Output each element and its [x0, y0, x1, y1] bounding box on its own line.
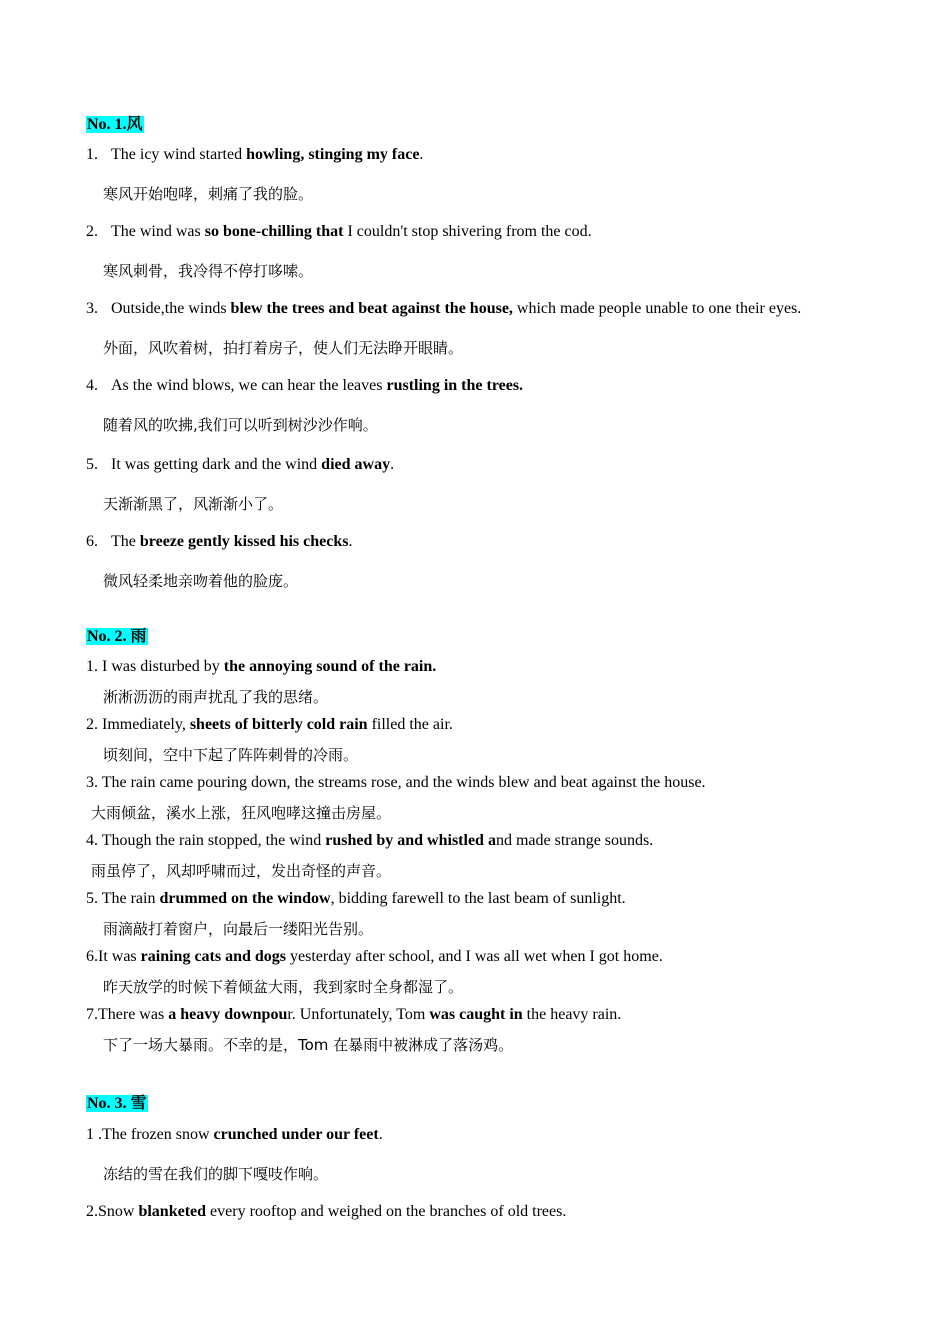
sentence-en: 4. Though the rain stopped, the wind rushed by and whistled and made strange sounds.	[86, 832, 654, 849]
sentence-zh: 微风轻柔地亲吻着他的脸庞。	[103, 572, 299, 590]
sentence-en: 7.There was a heavy downpour. Unfortunately, Tom was caught in the heavy rain.	[86, 1006, 622, 1023]
sentence-zh: 天渐渐黑了，风渐渐小了。	[103, 495, 284, 513]
sentence-zh: 随着风的吹拂,我们可以听到树沙沙作响。	[103, 416, 378, 434]
sentence-zh: 昨天放学的时候下着倾盆大雨，我到家时全身都湿了。	[103, 978, 464, 996]
sentence-zh: 雨虽停了，风却呼啸而过，发出奇怪的声音。	[91, 862, 392, 880]
sentence-en: 6.It was raining cats and dogs yesterday after school, and I was all wet when I got home.	[86, 948, 663, 965]
sentence-zh: 大雨倾盆，溪水上涨，狂风咆哮这撞击房屋。	[91, 804, 392, 822]
sentence-en: 2. The wind was so bone-chilling that I couldn't stop shivering from the cod.	[86, 223, 592, 240]
sentence-zh: 下了一场大暴雨。不幸的是，Tom 在暴雨中被淋成了落汤鸡。	[103, 1036, 514, 1054]
sentence-en: 3. The rain came pouring down, the streams rose, and the winds blew and beat against the house.	[86, 774, 706, 791]
sentence-en: 4. As the wind blows, we can hear the leaves rustling in the trees.	[86, 377, 524, 394]
sentence-zh: 冻结的雪在我们的脚下嘎吱作响。	[103, 1165, 329, 1183]
sentence-en: 5. The rain drummed on the window, bidding farewell to the last beam of sunlight.	[86, 890, 626, 907]
sentence-en: 2.Snow blanketed every rooftop and weighed on the branches of old trees.	[86, 1203, 567, 1220]
sentence-en: 1. I was disturbed by the annoying sound of the rain.	[86, 658, 437, 675]
sentence-en: 1. The icy wind started howling, stinging my face.	[86, 146, 424, 163]
sentence-zh: 顷刻间，空中下起了阵阵刺骨的冷雨。	[103, 746, 359, 764]
sentence-zh: 雨滴敲打着窗户，向最后一缕阳光告别。	[103, 920, 374, 938]
sentence-en: 1 .The frozen snow crunched under our feet.	[86, 1126, 383, 1143]
section-heading-wind: No. 1.风	[87, 116, 143, 133]
sentence-zh: 淅淅沥沥的雨声扰乱了我的思绪。	[103, 688, 329, 706]
sentence-zh: 寒风开始咆哮，刺痛了我的脸。	[103, 185, 314, 203]
section-heading-snow: No. 3. 雪	[87, 1095, 147, 1112]
sentence-en: 5. It was getting dark and the wind died away.	[86, 456, 395, 473]
sentence-zh: 外面，风吹着树，拍打着房子，使人们无法睁开眼睛。	[103, 339, 464, 357]
sentence-en: 2. Immediately, sheets of bitterly cold rain filled the air.	[86, 716, 453, 733]
section-heading-rain: No. 2. 雨	[87, 628, 147, 645]
sentence-zh: 寒风刺骨，我冷得不停打哆嗦。	[103, 262, 314, 280]
sentence-en: 3. Outside,the winds blew the trees and beat against the house, which made people unable to one their eyes.	[86, 300, 802, 317]
sentence-en: 6. The breeze gently kissed his checks.	[86, 533, 353, 550]
